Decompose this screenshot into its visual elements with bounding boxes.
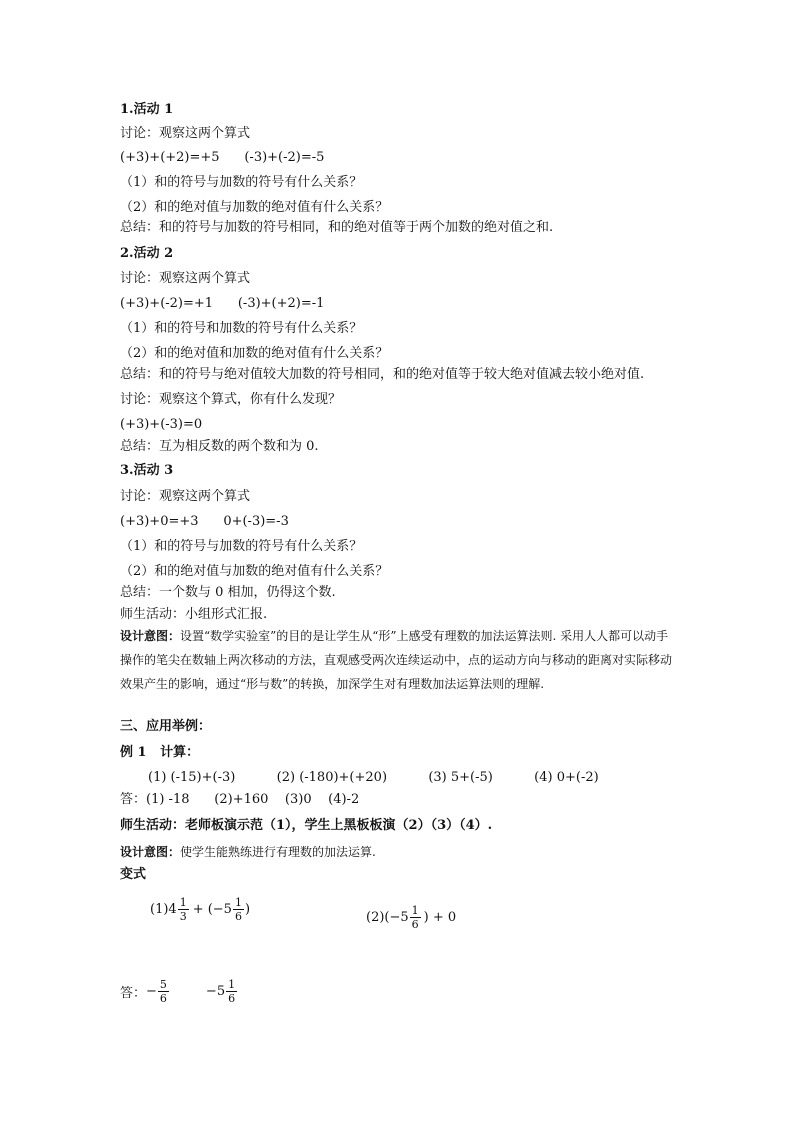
ans2-fraction xyxy=(226,978,237,1005)
variant-expression-1 xyxy=(150,896,250,923)
v2-fraction xyxy=(410,904,421,931)
v1-prefix: (1)4 xyxy=(150,902,177,917)
activity-1-question-1: （1）和的符号与加数的符号有什么关系？ xyxy=(120,175,363,190)
design-intent-1-label: 设计意图： xyxy=(120,629,181,643)
ans2-den: 6 xyxy=(228,992,236,1005)
activity-1-expressions: (+3)+(+2)=+5 (-3)+(-2)=-5 xyxy=(120,150,325,165)
activity-2-summary-2: 总结：互为相反数的两个数和为 0. xyxy=(120,439,319,454)
v1-f2-num: 1 xyxy=(234,896,242,909)
variant-expression-2 xyxy=(366,904,456,931)
v1-fraction-1 xyxy=(178,896,189,923)
design-intent-2-label: 设计意图： xyxy=(120,845,181,859)
ans1-sign: − xyxy=(146,984,157,999)
v1-fraction-2 xyxy=(233,896,244,923)
v1-f2-den: 6 xyxy=(234,910,242,923)
activity-3-expressions: (+3)+0=+3 0+(-3)=-3 xyxy=(120,514,289,529)
v1-end: ) xyxy=(244,902,251,917)
activity-1-title: 1.活动 1 xyxy=(120,102,174,117)
variant-answer xyxy=(120,978,238,1005)
activity-2-title: 2.活动 2 xyxy=(120,246,174,261)
section-3-heading: 三、应用举例： xyxy=(120,719,212,734)
teacher-student-activity-2: 师生活动：老师板演示范（1），学生上黑板板演（2）（3）（4）. xyxy=(120,818,493,833)
activity-2-expression-2: (+3)+(-3)=0 xyxy=(120,417,203,432)
example-1 xyxy=(120,744,199,762)
activity-1-question-2: （2）和的绝对值与加数的绝对值有什么关系？ xyxy=(120,200,389,215)
example-1-items: (1) (-15)+(-3) (2) (-180)+(+20) (3) 5+(-5) (4) 0+(-2) xyxy=(148,770,599,785)
v1-f1-num: 1 xyxy=(179,896,187,909)
activity-1-summary: 总结：和的符号与加数的符号相同，和的绝对值等于两个加数的绝对值之和. xyxy=(120,220,554,235)
ans1-fraction xyxy=(158,978,169,1005)
activity-2-summary: 总结：和的符号与绝对值较大加数的符号相同，和的绝对值等于较大绝对值减去较小绝对值. xyxy=(120,367,645,382)
v2-f-den: 6 xyxy=(411,918,419,931)
example-1-text: 计算： xyxy=(160,745,200,760)
v2-prefix: (2)(−5 xyxy=(366,910,409,925)
design-intent-2-text: 使学生能熟练进行有理数的加法运算. xyxy=(180,845,376,859)
design-intent-1-text: 设置“数学实验室”的目的是让学生从“形”上感受有理数的加法运算法则. 采用人人都可以动手操作的笔尖在数轴上两次移动的方法，直观感受两次连续运动中，点的运动方向与移动的距离对实际移动效果产生的影响，通过“形与数”的转换，加深学生对有理数加法运算法则的理解. xyxy=(120,629,673,691)
ans2-prefix: −5 xyxy=(205,984,226,999)
activity-3-discuss: 讨论：观察这两个算式 xyxy=(120,489,251,504)
variant-answer-label: 答： xyxy=(120,986,147,1001)
design-intent-1 xyxy=(120,624,672,696)
v1-mid: + (−5 xyxy=(192,902,232,917)
design-intent-2 xyxy=(120,843,376,861)
variant-heading: 变式 xyxy=(120,867,147,882)
ans1-den: 6 xyxy=(159,992,167,1005)
example-1-label: 例 1 xyxy=(120,745,147,760)
example-1-answer: 答：(1) -18 (2)+160 (3)0 (4)-2 xyxy=(120,792,360,807)
ans1-num: 5 xyxy=(159,978,167,991)
ans2-num: 1 xyxy=(228,978,236,991)
v1-f1-den: 3 xyxy=(179,910,187,923)
activity-3-summary: 总结：一个数与 0 相加，仍得这个数. xyxy=(120,585,336,600)
activity-3-question-2: （2）和的绝对值与加数的绝对值有什么关系？ xyxy=(120,564,389,579)
activity-2-question-2: （2）和的绝对值和加数的绝对值有什么关系？ xyxy=(120,346,389,361)
v2-end: ) + 0 xyxy=(423,910,457,925)
activity-2-expressions: (+3)+(-2)=+1 (-3)+(+2)=-1 xyxy=(120,296,325,311)
activity-2-discuss-2: 讨论：观察这个算式，你有什么发现？ xyxy=(120,392,342,407)
v2-f-num: 1 xyxy=(411,904,419,917)
activity-3-question-1: （1）和的符号与加数的符号有什么关系？ xyxy=(120,539,363,554)
teacher-student-activity: 师生活动：小组形式汇报. xyxy=(120,607,268,622)
activity-2-question-1: （1）和的符号和加数的符号有什么关系？ xyxy=(120,321,363,336)
activity-1-discuss: 讨论：观察这两个算式 xyxy=(120,126,251,141)
activity-3-title: 3.活动 3 xyxy=(120,463,174,478)
activity-2-discuss: 讨论：观察这两个算式 xyxy=(120,271,251,286)
